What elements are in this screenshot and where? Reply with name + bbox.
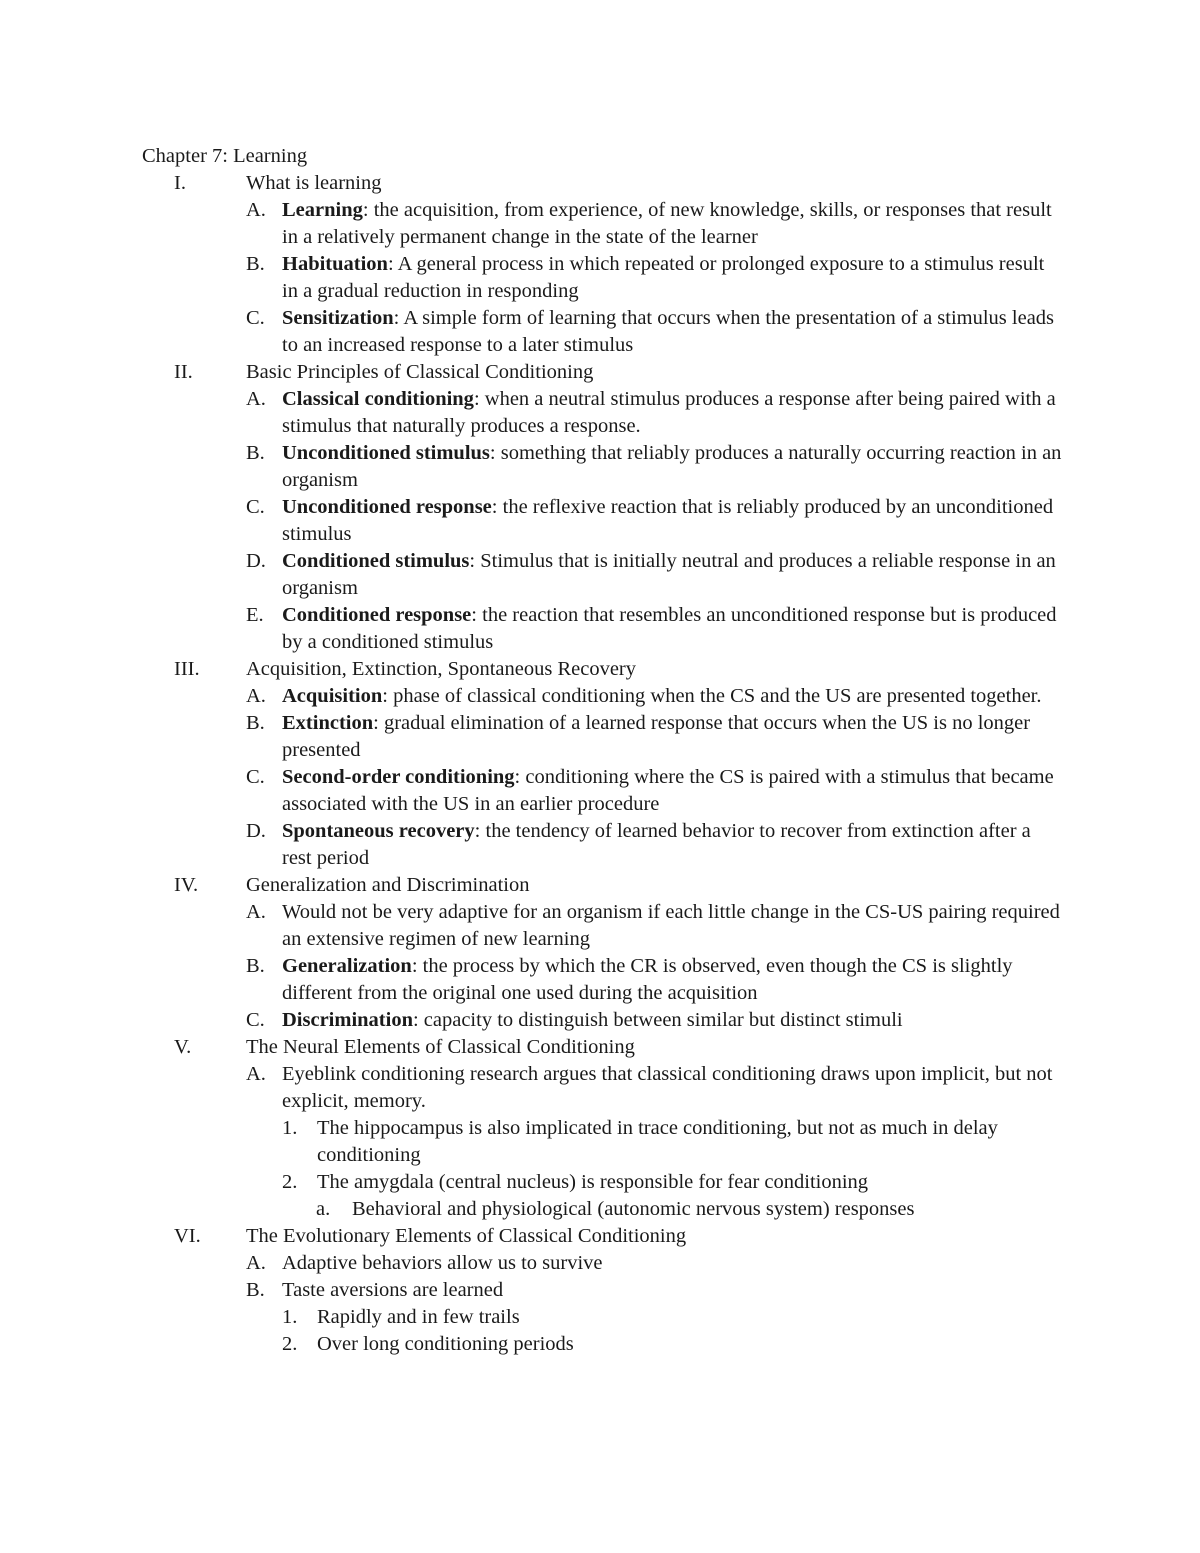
outline-subitem	[142, 1331, 1062, 1358]
outline-item	[142, 710, 1062, 764]
item-letter: C.	[246, 496, 265, 518]
item-term: Acquisition	[282, 685, 383, 707]
section-number: VI.	[174, 1225, 201, 1247]
item-term: Conditioned stimulus	[282, 550, 470, 572]
item-term: Learning	[282, 199, 363, 221]
subsubitem-letter: a.	[316, 1198, 331, 1220]
item-letter: D.	[246, 550, 266, 572]
item-term: Classical conditioning	[282, 388, 474, 410]
item-letter: B.	[246, 1279, 265, 1301]
item-text: : the reaction that resembles an unconditioned response but is produced by a conditioned stimulus	[282, 604, 1057, 653]
item-letter: A.	[246, 901, 266, 923]
item-text: Eyeblink conditioning research argues that classical conditioning draws upon implicit, but not explicit, memory.	[282, 1063, 1053, 1112]
outline-item	[142, 764, 1062, 818]
outline-item	[142, 548, 1062, 602]
item-term: Discrimination	[282, 1009, 413, 1031]
outline-item	[142, 1277, 1062, 1304]
outline-subitem	[142, 1115, 1062, 1169]
item-text: : gradual elimination of a learned response that occurs when the US is no longer presented	[282, 712, 1031, 761]
item-text: : capacity to distinguish between similar but distinct stimuli	[412, 1009, 903, 1031]
section-title: Generalization and Discrimination	[246, 874, 530, 896]
section-heading	[142, 1223, 1062, 1250]
item-text: : phase of classical conditioning when the CS and the US are presented together.	[382, 685, 1042, 707]
outline-item	[142, 494, 1062, 548]
outline-item	[142, 197, 1062, 251]
section-heading	[142, 170, 1062, 197]
item-letter: A.	[246, 388, 266, 410]
outline-body	[142, 170, 1062, 1358]
item-letter: C.	[246, 766, 265, 788]
outline-subsubitem	[142, 1196, 1062, 1223]
item-text: Would not be very adaptive for an organism if each little change in the CS-US pairing required an extensive regimen of new learning	[282, 901, 1060, 950]
item-text: : the process by which the CR is observed, even though the CS is slightly different from the original one used during the acquisition	[282, 955, 1013, 1004]
item-text: : the tendency of learned behavior to recover from extinction after a rest period	[282, 820, 1031, 869]
item-term: Generalization	[282, 955, 412, 977]
subitem-number: 1.	[282, 1117, 298, 1139]
subitem-number: 2.	[282, 1171, 298, 1193]
subitem-text: Over long conditioning periods	[317, 1333, 574, 1355]
outline-subitem	[142, 1169, 1062, 1196]
item-text: : the acquisition, from experience, of new knowledge, skills, or responses that result in a relatively permanent change in the state of the learner	[282, 199, 1052, 248]
section-number: V.	[174, 1036, 192, 1058]
subitem-text: The hippocampus is also implicated in trace conditioning, but not as much in delay conditioning	[317, 1117, 998, 1166]
outline-item	[142, 953, 1062, 1007]
outline-item	[142, 899, 1062, 953]
section-title: The Neural Elements of Classical Conditioning	[246, 1036, 635, 1058]
item-letter: B.	[246, 442, 265, 464]
item-term: Habituation	[282, 253, 388, 275]
subsubitem-text: Behavioral and physiological (autonomic nervous system) responses	[352, 1198, 915, 1220]
outline-item	[142, 1061, 1062, 1115]
outline-item	[142, 683, 1062, 710]
item-term: Unconditioned stimulus	[282, 442, 490, 464]
item-text: : when a neutral stimulus produces a response after being paired with a stimulus that naturally produces a response.	[282, 388, 1056, 437]
page-title: Chapter 7: Learning	[142, 145, 308, 167]
outline-item	[142, 602, 1062, 656]
item-letter: B.	[246, 712, 265, 734]
subitem-number: 2.	[282, 1333, 298, 1355]
section-number: II.	[174, 361, 193, 383]
item-text: : A general process in which repeated or prolonged exposure to a stimulus result in a gradual reduction in responding	[282, 253, 1045, 302]
item-text: Adaptive behaviors allow us to survive	[282, 1252, 603, 1274]
outline-item	[142, 305, 1062, 359]
outline-item	[142, 1007, 1062, 1034]
section-title: The Evolutionary Elements of Classical Conditioning	[246, 1225, 687, 1247]
item-letter: A.	[246, 685, 266, 707]
item-term: Conditioned response	[282, 604, 472, 626]
outline-item	[142, 251, 1062, 305]
section-heading	[142, 359, 1062, 386]
item-text: Taste aversions are learned	[282, 1279, 504, 1301]
section-title: Basic Principles of Classical Conditioning	[246, 361, 594, 383]
section-title: Acquisition, Extinction, Spontaneous Recovery	[246, 658, 637, 680]
outline-item	[142, 1250, 1062, 1277]
item-letter: C.	[246, 1009, 265, 1031]
item-text: : something that reliably produces a naturally occurring reaction in an organism	[282, 442, 1062, 491]
item-term: Spontaneous recovery	[282, 820, 475, 842]
section-title: What is learning	[246, 172, 382, 194]
subitem-text: Rapidly and in few trails	[317, 1306, 520, 1328]
item-letter: B.	[246, 253, 265, 275]
item-term: Unconditioned response	[282, 496, 492, 518]
outline-item	[142, 386, 1062, 440]
item-text: : conditioning where the CS is paired with a stimulus that became associated with the US in an earlier procedure	[282, 766, 1054, 815]
item-letter: B.	[246, 955, 265, 977]
item-letter: A.	[246, 1252, 266, 1274]
item-text: : A simple form of learning that occurs when the presentation of a stimulus leads to an increased response to a later stimulus	[282, 307, 1055, 356]
section-heading	[142, 1034, 1062, 1061]
outline-item	[142, 440, 1062, 494]
item-letter: A.	[246, 199, 266, 221]
item-text: : the reflexive reaction that is reliably produced by an unconditioned stimulus	[282, 496, 1054, 545]
item-letter: D.	[246, 820, 266, 842]
item-term: Sensitization	[282, 307, 394, 329]
item-term: Second-order conditioning	[282, 766, 515, 788]
section-number: IV.	[174, 874, 199, 896]
item-term: Extinction	[282, 712, 374, 734]
section-number: III.	[174, 658, 200, 680]
subitem-text: The amygdala (central nucleus) is responsible for fear conditioning	[317, 1171, 869, 1193]
section-heading	[142, 872, 1062, 899]
outline	[142, 143, 1062, 1358]
item-text: : Stimulus that is initially neutral and produces a reliable response in an organism	[282, 550, 1056, 599]
section-heading	[142, 656, 1062, 683]
item-letter: A.	[246, 1063, 266, 1085]
outline-item	[142, 818, 1062, 872]
item-letter: E.	[246, 604, 264, 626]
section-number: I.	[174, 172, 186, 194]
item-letter: C.	[246, 307, 265, 329]
subitem-number: 1.	[282, 1306, 298, 1328]
outline-subitem	[142, 1304, 1062, 1331]
